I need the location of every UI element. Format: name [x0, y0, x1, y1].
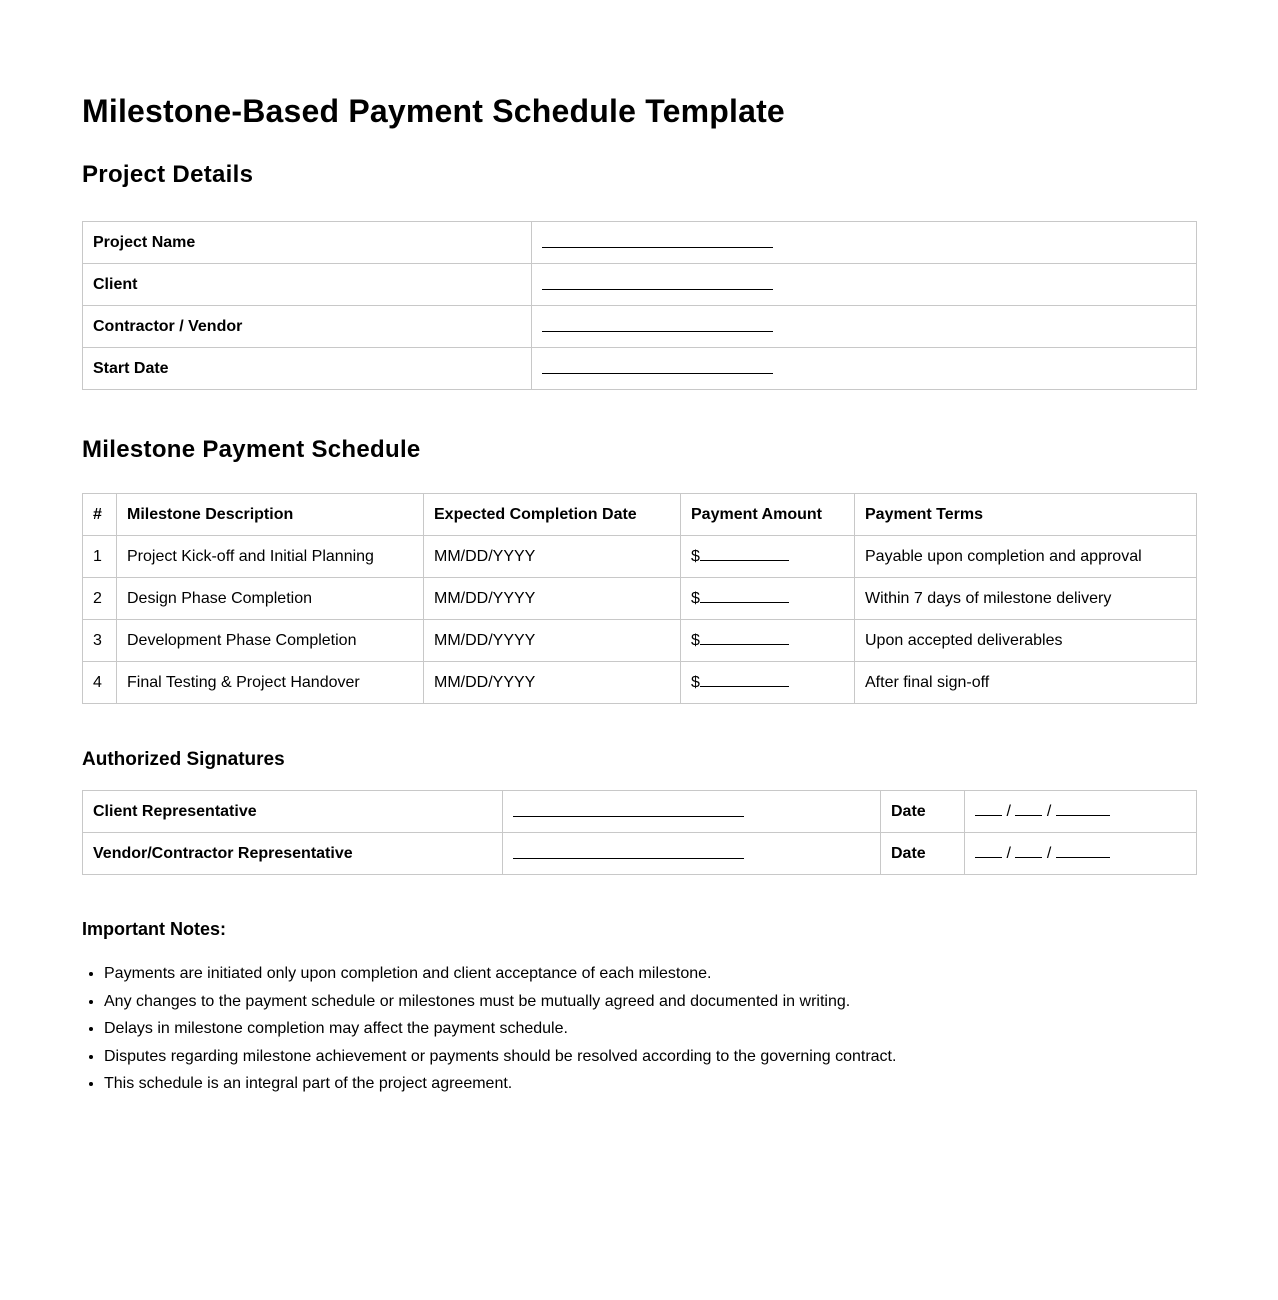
client-field[interactable] [532, 264, 1197, 306]
fill-in-line [1015, 845, 1042, 858]
contractor-vendor-label: Contractor / Vendor [83, 306, 532, 348]
project-details-heading: Project Details [82, 161, 254, 188]
list-item: • Any changes to the payment schedule or milestones must be mutually agreed and documented in writing. [104, 988, 1196, 1016]
currency-symbol: $ [691, 589, 700, 607]
milestone-date[interactable]: MM/DD/YYYY [424, 620, 681, 662]
fill-in-line [542, 275, 773, 290]
milestone-schedule-table [82, 493, 1197, 704]
list-item: • Payments are initiated only upon completion and client acceptance of each milestone. [104, 960, 1196, 988]
fill-in-line [1056, 803, 1110, 816]
milestone-number: 1 [83, 536, 117, 578]
fill-in-line [1056, 845, 1110, 858]
list-item: • This schedule is an integral part of the project agreement. [104, 1070, 1196, 1098]
client-rep-date-field[interactable] [965, 791, 1197, 833]
milestone-terms: Payable upon completion and approval [855, 536, 1197, 578]
milestone-description: Final Testing & Project Handover [117, 662, 424, 704]
table-row [83, 620, 1197, 662]
table-row [83, 833, 1197, 875]
table-row [83, 536, 1197, 578]
col-header-number: # [83, 494, 117, 536]
table-row [83, 222, 1197, 264]
vendor-rep-date-field[interactable] [965, 833, 1197, 875]
contractor-vendor-field[interactable] [532, 306, 1197, 348]
col-header-terms: Payment Terms [855, 494, 1197, 536]
milestone-terms: After final sign-off [855, 662, 1197, 704]
signatures-table [82, 790, 1197, 875]
milestone-amount[interactable] [681, 620, 855, 662]
milestone-schedule-heading: Milestone Payment Schedule [82, 436, 421, 463]
client-label: Client [83, 264, 532, 306]
fill-in-line [1015, 803, 1042, 816]
milestone-date[interactable]: MM/DD/YYYY [424, 662, 681, 704]
client-rep-signature-field[interactable] [503, 791, 881, 833]
currency-symbol: $ [691, 631, 700, 649]
fill-in-line [542, 317, 773, 332]
fill-in-line [542, 233, 773, 248]
signatures-heading: Authorized Signatures [82, 749, 285, 770]
fill-in-line [700, 674, 789, 687]
date-separator: / [1006, 844, 1011, 862]
date-separator: / [1006, 802, 1011, 820]
milestone-amount[interactable] [681, 662, 855, 704]
fill-in-line [700, 632, 789, 645]
fill-in-line [975, 845, 1002, 858]
client-rep-label: Client Representative [83, 791, 503, 833]
milestone-terms: Within 7 days of milestone delivery [855, 578, 1197, 620]
notes-heading: Important Notes: [82, 919, 226, 939]
date-separator: / [1046, 844, 1052, 862]
milestone-date[interactable]: MM/DD/YYYY [424, 536, 681, 578]
vendor-rep-date-label: Date [881, 833, 965, 875]
table-header-row [83, 494, 1197, 536]
milestone-description: Development Phase Completion [117, 620, 424, 662]
project-name-label: Project Name [83, 222, 532, 264]
milestone-number: 4 [83, 662, 117, 704]
col-header-description: Milestone Description [117, 494, 424, 536]
currency-symbol: $ [691, 547, 700, 565]
project-name-field[interactable] [532, 222, 1197, 264]
start-date-field[interactable] [532, 348, 1197, 390]
milestone-description: Project Kick-off and Initial Planning [117, 536, 424, 578]
milestone-number: 3 [83, 620, 117, 662]
milestone-terms: Upon accepted deliverables [855, 620, 1197, 662]
notes-list [82, 960, 1196, 1098]
fill-in-line [542, 359, 773, 374]
table-row [83, 264, 1197, 306]
table-row [83, 306, 1197, 348]
fill-in-line [975, 803, 1002, 816]
page-title: Milestone-Based Payment Schedule Template [82, 93, 785, 129]
fill-in-line [513, 844, 744, 859]
list-item: • Disputes regarding milestone achievement or payments should be resolved according to the governing contract. [104, 1043, 1196, 1071]
table-row [83, 662, 1197, 704]
table-row [83, 348, 1197, 390]
fill-in-line [700, 590, 789, 603]
milestone-date[interactable]: MM/DD/YYYY [424, 578, 681, 620]
project-details-table [82, 221, 1197, 390]
milestone-number: 2 [83, 578, 117, 620]
vendor-rep-signature-field[interactable] [503, 833, 881, 875]
currency-symbol: $ [691, 673, 700, 691]
col-header-amount: Payment Amount [681, 494, 855, 536]
client-rep-date-label: Date [881, 791, 965, 833]
milestone-amount[interactable] [681, 578, 855, 620]
col-header-date: Expected Completion Date [424, 494, 681, 536]
start-date-label: Start Date [83, 348, 532, 390]
vendor-rep-label: Vendor/Contractor Representative [83, 833, 503, 875]
milestone-description: Design Phase Completion [117, 578, 424, 620]
milestone-amount[interactable] [681, 536, 855, 578]
date-separator: / [1046, 802, 1052, 820]
table-row [83, 791, 1197, 833]
list-item: • Delays in milestone completion may affect the payment schedule. [104, 1015, 1196, 1043]
fill-in-line [513, 802, 744, 817]
fill-in-line [700, 548, 789, 561]
table-row [83, 578, 1197, 620]
